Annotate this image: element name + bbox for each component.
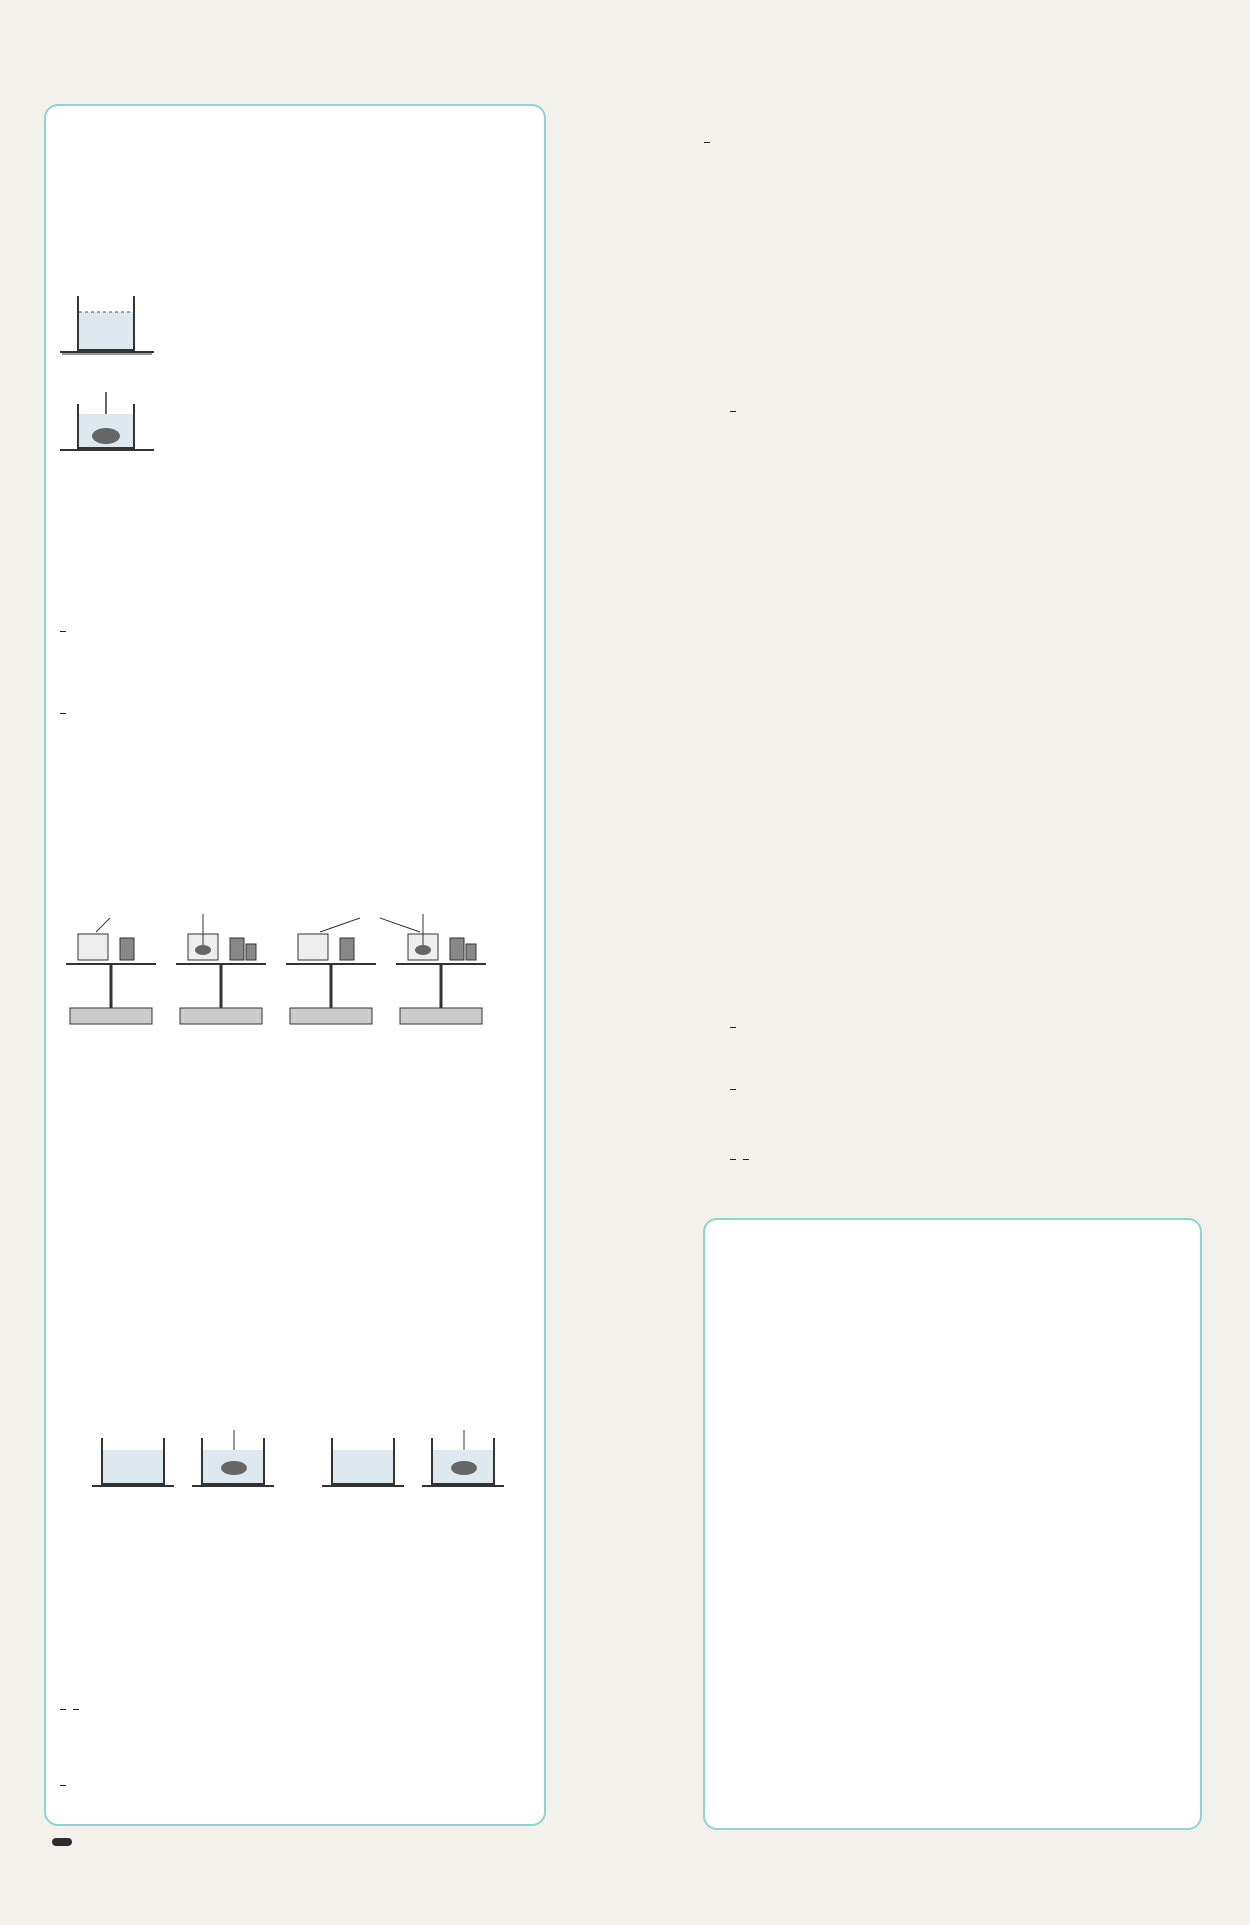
q4-density-num-2 — [743, 1159, 749, 1160]
q3-line-1 — [704, 122, 710, 159]
q4-line-16 — [730, 1070, 736, 1106]
q4-line-15 — [730, 1008, 736, 1044]
balance-scale-4 — [396, 914, 486, 1024]
beaker-2 — [192, 1430, 274, 1486]
volume-fraction — [60, 631, 66, 632]
balance-scale-1 — [66, 934, 156, 1024]
q4-density-fraction-2 — [743, 1159, 749, 1160]
left-line-9 — [60, 612, 66, 648]
q3-answer-num — [704, 142, 710, 143]
q4-volume-fraction — [730, 1027, 736, 1028]
balance-scale-2 — [176, 914, 266, 1024]
balance-scales-figure — [60, 904, 540, 1044]
ratio-fraction-1 — [60, 1709, 66, 1710]
volume-fraction-num — [60, 631, 66, 632]
page-number — [52, 1838, 72, 1846]
ratio-fraction-2-num — [73, 1709, 79, 1710]
liquid-pointer-2 — [380, 918, 420, 932]
ratio-fraction-2 — [73, 1709, 79, 1710]
left-line-29 — [60, 1690, 79, 1726]
q4-calc-fraction — [730, 1089, 736, 1090]
liquid-density-num — [60, 1785, 66, 1786]
beaker-on-scale-figure-1 — [58, 292, 158, 372]
water-pointer — [96, 918, 110, 932]
four-beakers-figure — [92, 1430, 522, 1502]
beaker-4 — [422, 1430, 504, 1486]
q3-answer-fraction — [704, 142, 710, 143]
q3-line-7 — [730, 392, 736, 428]
solid-density-num — [60, 713, 66, 714]
liquid-pointer-1 — [320, 918, 360, 932]
liquid-density-fraction — [60, 1785, 66, 1786]
q4-density-num-1 — [730, 1159, 736, 1160]
balance-scale-3 — [286, 934, 376, 1024]
q4-line-17 — [730, 1140, 749, 1176]
q4-volume-num — [730, 1027, 736, 1028]
q4-density-fraction-1 — [730, 1159, 736, 1160]
ratio-fraction-1-num — [60, 1709, 66, 1710]
solid-density-fraction — [60, 713, 66, 714]
graduated-cylinders-figure — [780, 1298, 1140, 1546]
left-line-10 — [60, 694, 66, 730]
q4-calc-num — [730, 1089, 736, 1090]
left-line-30 — [60, 1766, 66, 1802]
q3-density-num — [730, 411, 736, 412]
beaker-with-solid-figure-2 — [58, 392, 158, 466]
q3-density-fraction — [730, 411, 736, 412]
beaker-1 — [92, 1438, 174, 1486]
beaker-3 — [322, 1438, 404, 1486]
